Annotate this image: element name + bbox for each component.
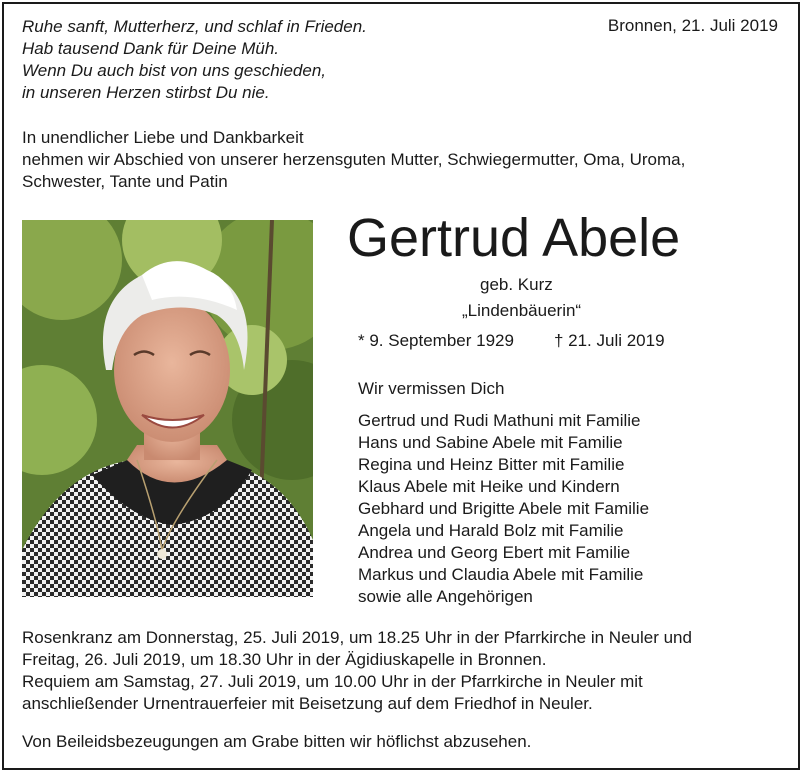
family-member: Andrea und Georg Ebert mit Familie (358, 543, 631, 562)
intro-line: In unendlicher Liebe und Dankbarkeit (22, 128, 304, 147)
family-member: Hans und Sabine Abele mit Familie (358, 433, 623, 452)
miss-you-text: Wir vermissen Dich (358, 379, 505, 398)
poem-line: Hab tausend Dank für Deine Müh. (22, 39, 280, 58)
intro-line: nehmen wir Abschied von unserer herzensguten Mutter, Schwiegermutter, Oma, Uroma, (22, 150, 686, 169)
intro-line: Schwester, Tante und Patin (22, 172, 228, 191)
family-member: sowie alle Angehörigen (358, 587, 533, 606)
nickname: „Lindenbäuerin“ (462, 301, 582, 320)
poem-line: Ruhe sanft, Mutterherz, und schlaf in Frieden. (22, 17, 367, 36)
poem-line: in unseren Herzen stirbst Du nie. (22, 83, 270, 102)
service-line: Freitag, 26. Juli 2019, um 18.30 Uhr in der Ägidiuskapelle in Bronnen. (22, 650, 547, 669)
birth-name: geb. Kurz (480, 275, 553, 294)
intro-text (22, 127, 685, 193)
family-member: Gebhard und Brigitte Abele mit Familie (358, 499, 650, 518)
place-date: Bronnen, 21. Juli 2019 (607, 16, 778, 35)
service-line: Requiem am Samstag, 27. Juli 2019, um 10.00 Uhr in der Pfarrkirche in Neuler mit (22, 672, 643, 691)
family-member: Regina und Heinz Bitter mit Familie (358, 455, 625, 474)
closing-note: Von Beileidsbezeugungen am Grabe bitten wir höflichst abzusehen. (22, 732, 532, 751)
poem (22, 16, 367, 104)
family-member: Angela und Harald Bolz mit Familie (358, 521, 624, 540)
death-date: † 21. Juli 2019 (553, 331, 665, 350)
family-member: Gertrud und Rudi Mathuni mit Familie (358, 411, 641, 430)
birth-date: * 9. September 1929 (358, 331, 514, 350)
deceased-name: Gertrud Abele (347, 208, 681, 268)
portrait-photo (22, 220, 313, 597)
family-list (358, 410, 649, 608)
life-dates (358, 330, 665, 352)
service-line: anschließender Urnentrauerfeier mit Beisetzung auf dem Friedhof in Neuler. (22, 694, 593, 713)
family-member: Klaus Abele mit Heike und Kindern (358, 477, 620, 496)
family-member: Markus und Claudia Abele mit Familie (358, 565, 644, 584)
service-details (22, 627, 692, 715)
service-line: Rosenkranz am Donnerstag, 25. Juli 2019, um 18.25 Uhr in der Pfarrkirche in Neuler und (22, 628, 692, 647)
poem-line: Wenn Du auch bist von uns geschieden, (22, 61, 326, 80)
